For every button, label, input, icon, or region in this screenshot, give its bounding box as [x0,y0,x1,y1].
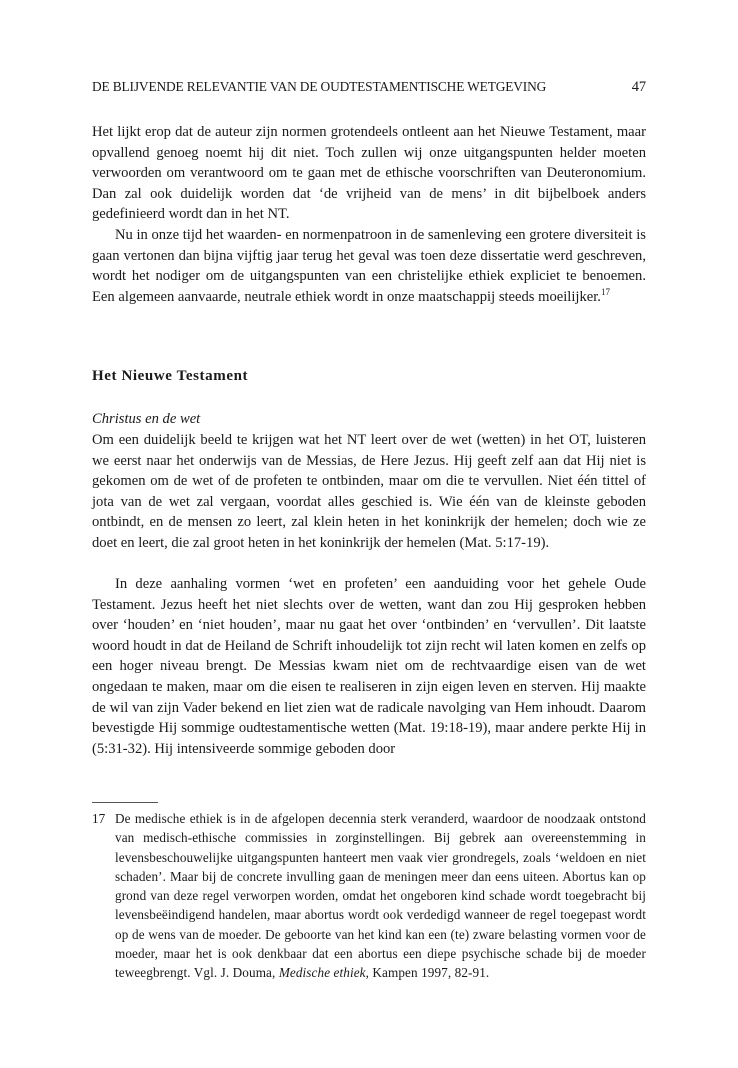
body-paragraph-3: Om een duidelijk beeld te krijgen wat het NT leert over de wet (wetten) in het OT, luisteren we eerst naar het onderwijs van de Messias, de Here Jezus. Hij geeft zelf aan dat Hij niet is gekomen om de wet of de profeten te ontbinden, maar om die te vervullen. Niet één tittel of jota van de wet zal vergaan, voordat alles geschied is. Wie één van de kleinste geboden ontbindt, en de mensen zo leert, zal klein heten in het koninkrijk der hemelen; doch wie ze doet en leert, die zal groot heten in het koninkrijk der hemelen (Mat. 5:17-19). [92,432,646,551]
footnote-text-end: , Kampen 1997, 82-91. [365,965,490,981]
running-header [92,79,646,99]
footnote-divider [92,802,158,803]
footnote-number: 17 [92,811,106,826]
footnote [92,809,646,983]
running-title: DE BLIJVENDE RELEVANTIE VAN DE OUDTESTAMENTISCHE WETGEVING [92,79,547,94]
section-heading: Het Nieuwe Testament [92,368,249,384]
subsection-heading: Christus en de wet [92,411,201,427]
page-number: 47 [631,79,646,95]
footnote-book-title: Medische ethiek [278,965,366,981]
body-paragraph-2-text: Nu in onze tijd het waarden- en normenpatroon in de samenleving een grotere diversiteit is gaan vertonen dan bijna vijftig jaar terug het geval was toen deze dissertatie werd geschreven, wordt het nodiger om de uitgangspunten van een christelijke ethiek expliciet te benoemen. Een algemeen aanvaarde, neutrale ethiek wordt in onze maatschappij steeds moeilijker. [92,227,646,305]
body-paragraph-2 [92,225,646,307]
body-paragraph-1: Het lijkt erop dat de auteur zijn normen grotendeels ontleent aan het Nieuwe Testament, maar opvallend genoeg noemt hij dit niet. Toch zullen wij onze uitgangspunten helder moeten verwoorden om verantwoord om te gaan met de ethische voorschriften van Deuteronomium. Dan zal ook duidelijk worden dat ‘de vrijheid van de mens’ in dit bijbelboek anders gedefinieerd wordt dan in het NT. [92,124,646,223]
footnote-text [115,809,646,983]
body-paragraph-4: In deze aanhaling vormen ‘wet en profeten’ een aanduiding voor het gehele Oude Testament. Jezus heeft het niet slechts over de wetten, want dan zou Hij gesproken hebben over ‘houden’ en ‘niet houden’, maar nu gaat het over ‘ontbinden’ en ‘vervullen’. Dit laatste woord houdt in dat de Heiland de Schrift inhoudelijk tot zijn recht wil laten komen en zelfs op een hoger niveau brengt. De Messias kwam niet om de rechtvaardige eisen van de wet ongedaan te maken, maar om die eisen te realiseren in zijn eigen leven en sterven. Hij maakte de wil van zijn Vader bekend en liet zien wat de radicale navolging van Hem inhoudt. Daarom bevestigde Hij sommige oudtestamentische wetten (Mat. 19:18-19), maar andere perkte Hij in (5:31-32). Hij intensiveerde sommige geboden door [92,576,646,757]
footnote-reference[interactable]: 17 [600,286,610,297]
footnote-text-main: De medische ethiek is in de afgelopen decennia sterk veranderd, waardoor de noodzaak ontstond van medisch-ethische commissies in zorginstellingen. Bij gebrek aan overeenstemming in levensbeschouwelijke uitgangspunten hanteert men vaak vier grondregels, zoals ‘weldoen en niet schaden’. Maar bij de concrete invulling gaan de meningen meer dan eens uiteen. Abortus kan op grond van deze regel verworpen worden, omdat het ongeboren kind schade wordt toegebracht bij levensbeëindigend handelen, maar abortus wordt ook verdedigd wanneer de regel toegepast wordt op de wens van de moeder. De geboorte van het kind kan een (te) zware belasting vormen voor de moeder, maar het is ook denkbaar dat een abortus een diepe psychische schade bij de moeder teweegbrengt. Vgl. J. Douma, [115,811,646,981]
